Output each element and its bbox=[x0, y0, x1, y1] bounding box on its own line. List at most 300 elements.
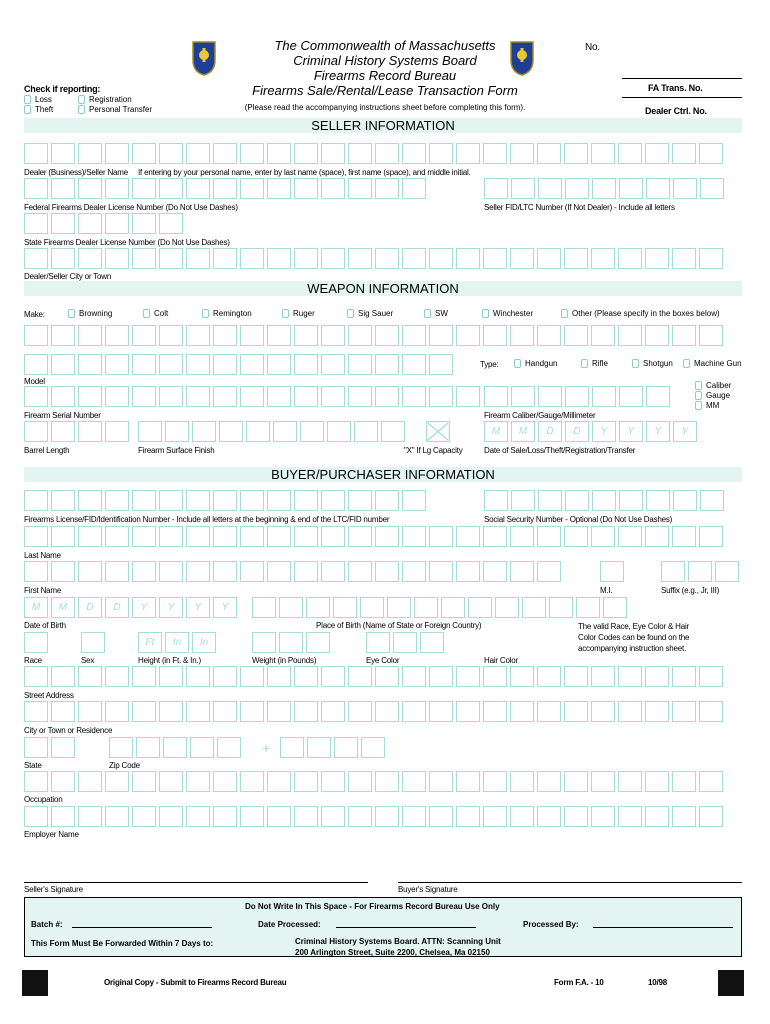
input-box[interactable] bbox=[186, 526, 210, 547]
input-box[interactable] bbox=[51, 386, 75, 407]
input-box[interactable] bbox=[429, 526, 453, 547]
input-box[interactable] bbox=[159, 213, 183, 234]
input-box[interactable] bbox=[78, 561, 102, 582]
input-box[interactable] bbox=[402, 178, 426, 199]
personal-transfer-checkbox[interactable] bbox=[78, 105, 85, 114]
input-box[interactable] bbox=[192, 421, 216, 442]
input-box[interactable] bbox=[537, 325, 561, 346]
input-box[interactable] bbox=[132, 354, 156, 375]
input-box[interactable] bbox=[456, 386, 480, 407]
input-box[interactable] bbox=[105, 806, 129, 827]
input-box[interactable] bbox=[240, 143, 264, 164]
input-box[interactable] bbox=[78, 386, 102, 407]
input-box[interactable] bbox=[213, 806, 237, 827]
input-box[interactable] bbox=[402, 806, 426, 827]
check-personal-transfer[interactable]: Personal Transfer bbox=[78, 105, 152, 114]
input-box[interactable] bbox=[219, 421, 243, 442]
input-box[interactable] bbox=[564, 325, 588, 346]
input-box[interactable] bbox=[375, 526, 399, 547]
input-box[interactable] bbox=[159, 143, 183, 164]
input-box[interactable] bbox=[213, 354, 237, 375]
input-box[interactable] bbox=[24, 325, 48, 346]
make-ruger[interactable]: Ruger bbox=[282, 309, 315, 318]
input-box[interactable] bbox=[267, 666, 291, 687]
input-box[interactable] bbox=[105, 354, 129, 375]
input-box[interactable] bbox=[240, 771, 264, 792]
input-box[interactable] bbox=[267, 354, 291, 375]
input-box[interactable] bbox=[51, 737, 75, 758]
input-box[interactable] bbox=[645, 701, 669, 722]
barrel-boxes[interactable] bbox=[24, 421, 129, 442]
input-box[interactable] bbox=[105, 526, 129, 547]
input-box[interactable] bbox=[294, 143, 318, 164]
input-box[interactable] bbox=[24, 213, 48, 234]
input-box[interactable] bbox=[267, 248, 291, 269]
input-box[interactable] bbox=[78, 701, 102, 722]
input-box[interactable] bbox=[240, 806, 264, 827]
gauge-checkbox[interactable] bbox=[695, 391, 702, 400]
input-box[interactable] bbox=[321, 325, 345, 346]
input-box[interactable] bbox=[456, 701, 480, 722]
employer-boxes[interactable] bbox=[24, 806, 723, 827]
input-box[interactable] bbox=[159, 806, 183, 827]
input-box[interactable] bbox=[402, 666, 426, 687]
input-box[interactable] bbox=[646, 178, 670, 199]
winchester-checkbox[interactable] bbox=[482, 309, 489, 318]
input-box[interactable] bbox=[510, 561, 534, 582]
input-box[interactable] bbox=[132, 771, 156, 792]
make-other[interactable]: Other (Please specify in the boxes below) bbox=[561, 309, 720, 318]
input-box[interactable] bbox=[348, 490, 372, 511]
input-box[interactable] bbox=[348, 386, 372, 407]
input-box[interactable] bbox=[618, 771, 642, 792]
input-box[interactable] bbox=[375, 561, 399, 582]
colt-checkbox[interactable] bbox=[143, 309, 150, 318]
input-box[interactable] bbox=[132, 701, 156, 722]
occupation-boxes[interactable] bbox=[24, 771, 723, 792]
input-box[interactable] bbox=[699, 666, 723, 687]
input-box[interactable] bbox=[537, 561, 561, 582]
input-box[interactable] bbox=[564, 143, 588, 164]
input-box[interactable] bbox=[252, 632, 276, 653]
masked-input-box[interactable]: D bbox=[105, 597, 129, 618]
registration-checkbox[interactable] bbox=[78, 95, 85, 104]
input-box[interactable] bbox=[186, 248, 210, 269]
input-box[interactable] bbox=[132, 386, 156, 407]
input-box[interactable] bbox=[592, 386, 616, 407]
input-box[interactable] bbox=[429, 666, 453, 687]
input-box[interactable] bbox=[132, 325, 156, 346]
masked-input-box[interactable]: Y bbox=[646, 421, 670, 442]
input-box[interactable] bbox=[240, 178, 264, 199]
input-box[interactable] bbox=[252, 597, 276, 618]
input-box[interactable] bbox=[24, 666, 48, 687]
serial-boxes[interactable] bbox=[24, 386, 480, 407]
input-box[interactable] bbox=[591, 325, 615, 346]
eye-boxes[interactable] bbox=[366, 632, 444, 653]
masked-input-box[interactable]: Y bbox=[673, 421, 697, 442]
input-box[interactable] bbox=[402, 771, 426, 792]
input-box[interactable] bbox=[420, 632, 444, 653]
input-box[interactable] bbox=[105, 490, 129, 511]
sale-date-boxes[interactable] bbox=[484, 421, 697, 442]
handgun-checkbox[interactable] bbox=[514, 359, 521, 368]
masked-input-box[interactable]: M bbox=[484, 421, 508, 442]
state-boxes[interactable] bbox=[24, 737, 75, 758]
masked-input-box[interactable]: M bbox=[51, 597, 75, 618]
input-box[interactable] bbox=[456, 666, 480, 687]
input-box[interactable] bbox=[267, 143, 291, 164]
input-box[interactable] bbox=[348, 771, 372, 792]
input-box[interactable] bbox=[267, 806, 291, 827]
model-boxes[interactable] bbox=[24, 354, 453, 375]
input-box[interactable] bbox=[348, 178, 372, 199]
input-box[interactable] bbox=[294, 325, 318, 346]
input-box[interactable] bbox=[645, 806, 669, 827]
machine-gun-checkbox[interactable] bbox=[683, 359, 690, 368]
input-box[interactable] bbox=[591, 771, 615, 792]
input-box[interactable] bbox=[105, 701, 129, 722]
pob-boxes[interactable] bbox=[252, 597, 627, 618]
theft-checkbox[interactable] bbox=[24, 105, 31, 114]
input-box[interactable] bbox=[327, 421, 351, 442]
weight-boxes[interactable] bbox=[252, 632, 330, 653]
input-box[interactable] bbox=[294, 386, 318, 407]
input-box[interactable] bbox=[402, 561, 426, 582]
input-box[interactable] bbox=[240, 325, 264, 346]
input-box[interactable] bbox=[402, 490, 426, 511]
seller-signature-line[interactable] bbox=[24, 882, 368, 883]
input-box[interactable] bbox=[456, 143, 480, 164]
input-box[interactable] bbox=[132, 143, 156, 164]
input-box[interactable] bbox=[267, 386, 291, 407]
masked-input-box[interactable]: In bbox=[192, 632, 216, 653]
input-box[interactable] bbox=[132, 248, 156, 269]
input-box[interactable] bbox=[294, 354, 318, 375]
remington-checkbox[interactable] bbox=[202, 309, 209, 318]
input-box[interactable] bbox=[429, 806, 453, 827]
input-box[interactable] bbox=[483, 325, 507, 346]
input-box[interactable] bbox=[699, 248, 723, 269]
input-box[interactable] bbox=[354, 421, 378, 442]
input-box[interactable] bbox=[645, 666, 669, 687]
input-box[interactable] bbox=[306, 597, 330, 618]
seller-city-boxes[interactable] bbox=[24, 248, 723, 269]
input-box[interactable] bbox=[672, 771, 696, 792]
input-box[interactable] bbox=[267, 701, 291, 722]
input-box[interactable] bbox=[213, 325, 237, 346]
input-box[interactable] bbox=[273, 421, 297, 442]
input-box[interactable] bbox=[591, 143, 615, 164]
input-box[interactable] bbox=[699, 526, 723, 547]
input-box[interactable] bbox=[510, 666, 534, 687]
input-box[interactable] bbox=[348, 143, 372, 164]
type-rifle[interactable]: Rifle bbox=[581, 359, 608, 368]
input-box[interactable] bbox=[375, 490, 399, 511]
buyer-license-boxes[interactable] bbox=[24, 490, 426, 511]
input-box[interactable] bbox=[78, 178, 102, 199]
input-box[interactable] bbox=[402, 354, 426, 375]
input-box[interactable] bbox=[591, 666, 615, 687]
other-checkbox[interactable] bbox=[561, 309, 568, 318]
input-box[interactable] bbox=[510, 701, 534, 722]
input-box[interactable] bbox=[105, 248, 129, 269]
input-box[interactable] bbox=[186, 561, 210, 582]
input-box[interactable] bbox=[618, 526, 642, 547]
masked-input-box[interactable]: In bbox=[165, 632, 189, 653]
input-box[interactable] bbox=[51, 143, 75, 164]
input-box[interactable] bbox=[105, 325, 129, 346]
mi-boxes[interactable] bbox=[600, 561, 624, 582]
input-box[interactable] bbox=[495, 597, 519, 618]
input-box[interactable] bbox=[483, 806, 507, 827]
input-box[interactable] bbox=[78, 771, 102, 792]
input-box[interactable] bbox=[402, 386, 426, 407]
input-box[interactable] bbox=[78, 248, 102, 269]
input-box[interactable] bbox=[213, 386, 237, 407]
input-box[interactable] bbox=[159, 526, 183, 547]
ffl-boxes[interactable] bbox=[24, 178, 426, 199]
finish-boxes[interactable] bbox=[138, 421, 405, 442]
input-box[interactable] bbox=[522, 597, 546, 618]
input-box[interactable] bbox=[348, 561, 372, 582]
input-box[interactable] bbox=[510, 806, 534, 827]
input-box[interactable] bbox=[537, 806, 561, 827]
input-box[interactable] bbox=[429, 386, 453, 407]
input-box[interactable] bbox=[51, 526, 75, 547]
masked-input-box[interactable]: D bbox=[538, 421, 562, 442]
masked-input-box[interactable]: Y bbox=[592, 421, 616, 442]
input-box[interactable] bbox=[24, 490, 48, 511]
input-box[interactable] bbox=[483, 526, 507, 547]
input-box[interactable] bbox=[321, 143, 345, 164]
buyer-signature-line[interactable] bbox=[398, 882, 742, 883]
input-box[interactable] bbox=[672, 248, 696, 269]
input-box[interactable] bbox=[24, 386, 48, 407]
zip-boxes[interactable] bbox=[109, 737, 241, 758]
input-box[interactable] bbox=[213, 248, 237, 269]
input-box[interactable] bbox=[538, 386, 562, 407]
input-box[interactable] bbox=[240, 248, 264, 269]
mm-checkbox[interactable] bbox=[695, 401, 702, 410]
input-box[interactable] bbox=[132, 561, 156, 582]
input-box[interactable] bbox=[375, 771, 399, 792]
input-box[interactable] bbox=[51, 178, 75, 199]
input-box[interactable] bbox=[429, 325, 453, 346]
input-box[interactable] bbox=[618, 325, 642, 346]
input-box[interactable] bbox=[456, 526, 480, 547]
input-box[interactable] bbox=[618, 701, 642, 722]
input-box[interactable] bbox=[78, 213, 102, 234]
input-box[interactable] bbox=[190, 737, 214, 758]
sig-sauer-checkbox[interactable] bbox=[347, 309, 354, 318]
input-box[interactable] bbox=[321, 386, 345, 407]
make-colt[interactable]: Colt bbox=[143, 309, 168, 318]
input-box[interactable] bbox=[105, 421, 129, 442]
masked-input-box[interactable]: Y bbox=[132, 597, 156, 618]
input-box[interactable] bbox=[348, 248, 372, 269]
input-box[interactable] bbox=[81, 632, 105, 653]
input-box[interactable] bbox=[267, 178, 291, 199]
input-box[interactable] bbox=[132, 490, 156, 511]
input-box[interactable] bbox=[159, 490, 183, 511]
input-box[interactable] bbox=[78, 490, 102, 511]
suffix-boxes[interactable] bbox=[661, 561, 739, 582]
input-box[interactable] bbox=[661, 561, 685, 582]
input-box[interactable] bbox=[510, 143, 534, 164]
input-box[interactable] bbox=[537, 666, 561, 687]
input-box[interactable] bbox=[348, 806, 372, 827]
input-box[interactable] bbox=[456, 771, 480, 792]
input-box[interactable] bbox=[334, 737, 358, 758]
input-box[interactable] bbox=[51, 666, 75, 687]
input-box[interactable] bbox=[186, 143, 210, 164]
loss-checkbox[interactable] bbox=[24, 95, 31, 104]
make-sw[interactable]: SW bbox=[424, 309, 448, 318]
input-box[interactable] bbox=[429, 701, 453, 722]
input-box[interactable] bbox=[483, 701, 507, 722]
input-box[interactable] bbox=[294, 490, 318, 511]
input-box[interactable] bbox=[484, 386, 508, 407]
input-box[interactable] bbox=[592, 178, 616, 199]
input-box[interactable] bbox=[484, 490, 508, 511]
input-box[interactable] bbox=[483, 143, 507, 164]
input-box[interactable] bbox=[267, 526, 291, 547]
input-box[interactable] bbox=[381, 421, 405, 442]
input-box[interactable] bbox=[348, 325, 372, 346]
masked-input-box[interactable]: Y bbox=[213, 597, 237, 618]
dob-boxes[interactable] bbox=[24, 597, 237, 618]
masked-input-box[interactable]: M bbox=[511, 421, 535, 442]
input-box[interactable] bbox=[402, 526, 426, 547]
city-boxes[interactable] bbox=[24, 701, 723, 722]
input-box[interactable] bbox=[24, 771, 48, 792]
input-box[interactable] bbox=[375, 178, 399, 199]
input-box[interactable] bbox=[294, 526, 318, 547]
input-box[interactable] bbox=[267, 325, 291, 346]
street-boxes[interactable] bbox=[24, 666, 723, 687]
input-box[interactable] bbox=[600, 561, 624, 582]
input-box[interactable] bbox=[240, 526, 264, 547]
input-box[interactable] bbox=[456, 248, 480, 269]
input-box[interactable] bbox=[78, 325, 102, 346]
sex-boxes[interactable] bbox=[81, 632, 105, 653]
caliber-opt-gauge[interactable]: Gauge bbox=[695, 391, 730, 400]
input-box[interactable] bbox=[240, 666, 264, 687]
input-box[interactable] bbox=[105, 386, 129, 407]
input-box[interactable] bbox=[51, 248, 75, 269]
input-box[interactable] bbox=[24, 526, 48, 547]
height-boxes[interactable] bbox=[138, 632, 216, 653]
input-box[interactable] bbox=[699, 325, 723, 346]
input-box[interactable] bbox=[240, 701, 264, 722]
check-loss[interactable]: Loss bbox=[24, 95, 52, 104]
shotgun-checkbox[interactable] bbox=[632, 359, 639, 368]
input-box[interactable] bbox=[306, 632, 330, 653]
input-box[interactable] bbox=[510, 771, 534, 792]
input-box[interactable] bbox=[159, 248, 183, 269]
input-box[interactable] bbox=[591, 248, 615, 269]
input-box[interactable] bbox=[186, 666, 210, 687]
input-box[interactable] bbox=[240, 490, 264, 511]
input-box[interactable] bbox=[511, 178, 535, 199]
input-box[interactable] bbox=[321, 701, 345, 722]
input-box[interactable] bbox=[537, 526, 561, 547]
input-box[interactable] bbox=[700, 490, 724, 511]
input-box[interactable] bbox=[300, 421, 324, 442]
input-box[interactable] bbox=[592, 490, 616, 511]
input-box[interactable] bbox=[456, 325, 480, 346]
caliber-checkbox[interactable] bbox=[695, 381, 702, 390]
input-box[interactable] bbox=[24, 178, 48, 199]
dealer-name-boxes[interactable] bbox=[24, 143, 723, 164]
input-box[interactable] bbox=[387, 597, 411, 618]
input-box[interactable] bbox=[511, 490, 535, 511]
input-box[interactable] bbox=[24, 143, 48, 164]
input-box[interactable] bbox=[537, 248, 561, 269]
input-box[interactable] bbox=[78, 526, 102, 547]
make-sig-sauer[interactable]: Sig Sauer bbox=[347, 309, 393, 318]
input-box[interactable] bbox=[699, 806, 723, 827]
input-box[interactable] bbox=[213, 490, 237, 511]
first-name-boxes[interactable] bbox=[24, 561, 561, 582]
input-box[interactable] bbox=[699, 701, 723, 722]
input-box[interactable] bbox=[132, 213, 156, 234]
input-box[interactable] bbox=[24, 561, 48, 582]
input-box[interactable] bbox=[366, 632, 390, 653]
zip4-boxes[interactable] bbox=[280, 737, 385, 758]
make-remington[interactable]: Remington bbox=[202, 309, 252, 318]
input-box[interactable] bbox=[24, 806, 48, 827]
input-box[interactable] bbox=[699, 771, 723, 792]
input-box[interactable] bbox=[165, 421, 189, 442]
input-box[interactable] bbox=[375, 386, 399, 407]
input-box[interactable] bbox=[375, 666, 399, 687]
input-box[interactable] bbox=[348, 526, 372, 547]
input-box[interactable] bbox=[267, 771, 291, 792]
input-box[interactable] bbox=[456, 806, 480, 827]
input-box[interactable] bbox=[591, 526, 615, 547]
input-box[interactable] bbox=[618, 666, 642, 687]
input-box[interactable] bbox=[138, 421, 162, 442]
input-box[interactable] bbox=[321, 178, 345, 199]
input-box[interactable] bbox=[78, 806, 102, 827]
input-box[interactable] bbox=[51, 213, 75, 234]
state-license-boxes[interactable] bbox=[24, 213, 183, 234]
input-box[interactable] bbox=[618, 143, 642, 164]
input-box[interactable] bbox=[375, 701, 399, 722]
seller-fid-boxes[interactable] bbox=[484, 178, 724, 199]
input-box[interactable] bbox=[673, 490, 697, 511]
input-box[interactable] bbox=[672, 143, 696, 164]
input-box[interactable] bbox=[163, 737, 187, 758]
input-box[interactable] bbox=[24, 354, 48, 375]
input-box[interactable] bbox=[549, 597, 573, 618]
input-box[interactable] bbox=[294, 561, 318, 582]
input-box[interactable] bbox=[591, 806, 615, 827]
rifle-checkbox[interactable] bbox=[581, 359, 588, 368]
input-box[interactable] bbox=[348, 701, 372, 722]
input-box[interactable] bbox=[715, 561, 739, 582]
input-box[interactable] bbox=[105, 561, 129, 582]
input-box[interactable] bbox=[159, 771, 183, 792]
input-box[interactable] bbox=[159, 666, 183, 687]
input-box[interactable] bbox=[279, 597, 303, 618]
check-registration[interactable]: Registration bbox=[78, 95, 132, 104]
masked-input-box[interactable]: Ft bbox=[138, 632, 162, 653]
input-box[interactable] bbox=[348, 666, 372, 687]
input-box[interactable] bbox=[565, 386, 589, 407]
